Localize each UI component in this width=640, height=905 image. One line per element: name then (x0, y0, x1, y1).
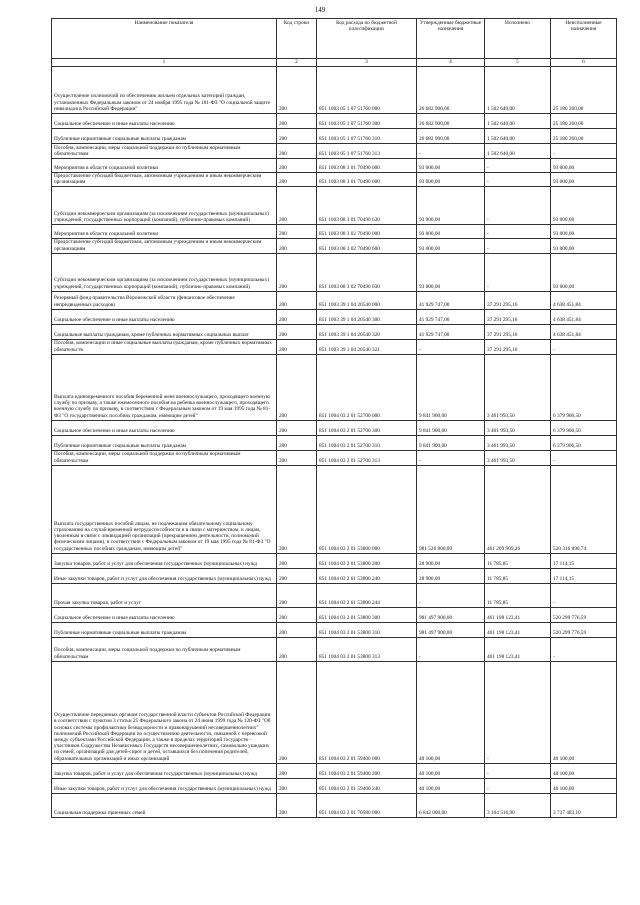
expense-code-cell: 851 1003 05 1 07 51760 310 (317, 129, 417, 144)
remaining-cell: 93 000,00 (551, 173, 617, 187)
column-number: 5 (485, 59, 551, 67)
executed-cell: 1 502 640,00 (485, 144, 551, 159)
header-remaining: Неисполненные назначения (551, 19, 617, 59)
executed-cell: 1 502 640,00 (485, 114, 551, 129)
executed-cell: 3 461 993,50 (485, 420, 551, 435)
approved-cell: 26 682 900,00 (417, 114, 485, 129)
table-row (52, 67, 617, 114)
table-row (52, 568, 617, 583)
expense-code-cell: 851 1004 03 2 01 52700 300 (317, 420, 417, 435)
line-code-cell: 200 (277, 420, 317, 435)
table-row (52, 354, 617, 420)
table-row (52, 239, 617, 253)
line-code-cell: 200 (277, 67, 317, 114)
header-row (52, 19, 617, 59)
executed-cell: - (485, 225, 551, 239)
expense-code-cell: 851 1004 03 2 01 59400 240 (317, 778, 417, 793)
expense-code-cell: 851 1004 03 2 01 53800 240 (317, 568, 417, 583)
header-indicator-name: Наименование показателя (52, 19, 277, 59)
table-row (52, 187, 617, 225)
remaining-cell: 93 000,00 (551, 159, 617, 173)
line-code-cell: 200 (277, 661, 317, 763)
table-row (52, 114, 617, 129)
executed-cell: 3 104 516,90 (485, 793, 551, 817)
approved-cell: 93 000,00 (417, 253, 485, 291)
remaining-cell: 4 638 451,84 (551, 309, 617, 324)
page-number: 149 (314, 6, 326, 14)
remaining-cell: 6 379 906,50 (551, 420, 617, 435)
remaining-cell: - (551, 583, 617, 607)
indicator-name-cell: Публичные нормативные социальные выплаты гражданам (52, 129, 277, 144)
remaining-cell: 6 379 906,50 (551, 435, 617, 450)
header-line-code: Код строки (277, 19, 317, 59)
expense-code-cell: 851 1003 39 1 04 20540 300 (317, 309, 417, 324)
executed-cell: 461 198 123,41 (485, 607, 551, 622)
indicator-name-cell: Предоставление субсидий бюджетным, автономным учреждениям и иным некоммерческим организациям (52, 239, 277, 253)
executed-cell: - (485, 253, 551, 291)
table-row (52, 339, 617, 354)
indicator-name-cell: Выплата государственных пособий лицам, не подлежащим обязательному социальному страхованию на случай временной нетрудоспособности и в связи с материнством, и лицам, уволенным в связи с ликвидацией организаций (прекращением деятельности, полномочий физическими лицами), в соответствии с Федеральным законом от 19 мая 1995 года № 81-ФЗ "О государственных пособиях гражданам, имеющим детей" (52, 465, 277, 553)
indicator-name-cell: Закупка товаров, работ и услуг для обеспечения государственных (муниципальных) нужд (52, 553, 277, 568)
remaining-cell: 25 180 260,00 (551, 114, 617, 129)
executed-cell: 11 785,85 (485, 553, 551, 568)
table-row (52, 253, 617, 291)
indicator-name-cell: Публичные нормативные социальные выплаты гражданам (52, 435, 277, 450)
expense-code-cell: 851 1003 08 3 01 70490 000 (317, 159, 417, 173)
expense-code-cell: 851 1003 08 3 02 70490 600 (317, 239, 417, 253)
approved-cell: 40 100,00 (417, 778, 485, 793)
executed-cell: 37 291 295,16 (485, 339, 551, 354)
remaining-cell: - (551, 339, 617, 354)
approved-cell: 26 682 900,00 (417, 129, 485, 144)
expense-code-cell: 851 1003 39 1 04 20540 321 (317, 339, 417, 354)
approved-cell: 93 000,00 (417, 187, 485, 225)
line-code-cell: 200 (277, 324, 317, 339)
header-executed: Исполнено (485, 19, 551, 59)
approved-cell: 41 929 747,00 (417, 309, 485, 324)
line-code-cell: 200 (277, 291, 317, 309)
executed-cell: - (485, 763, 551, 778)
expense-code-cell: 851 1003 08 3 02 70490 630 (317, 253, 417, 291)
executed-cell: 3 461 993,50 (485, 435, 551, 450)
approved-cell: 93 000,00 (417, 225, 485, 239)
indicator-name-cell: Пособия, компенсации, меры социальной поддержки по публичным нормативным обязательствам (52, 144, 277, 159)
indicator-name-cell: Пособия, компенсации и иные социальные выплаты гражданам, кроме публичных нормативных обязательств (52, 339, 277, 354)
approved-cell: 28 900,00 (417, 568, 485, 583)
remaining-cell: 93 000,00 (551, 239, 617, 253)
table-row (52, 661, 617, 763)
table-row (52, 159, 617, 173)
indicator-name-cell: Субсидии некоммерческим организациям (за исключением государственных (муниципальных) учреждений, государственных корпораций (компаний), публично-правовых компаний) (52, 187, 277, 225)
line-code-cell: 200 (277, 159, 317, 173)
expense-code-cell: 851 1003 05 1 07 51760 300 (317, 114, 417, 129)
line-code-cell: 200 (277, 253, 317, 291)
table-row (52, 225, 617, 239)
remaining-cell: 520 316 890,74 (551, 465, 617, 553)
indicator-name-cell: Социальные выплаты гражданам, кроме публичных нормативных социальных выплат (52, 324, 277, 339)
remaining-cell: 520 299 776,59 (551, 607, 617, 622)
table-row (52, 583, 617, 607)
approved-cell: 981 497 900,00 (417, 622, 485, 637)
remaining-cell: 17 114,15 (551, 553, 617, 568)
approved-cell: 93 000,00 (417, 239, 485, 253)
expense-code-cell: 851 1004 03 2 01 53800 000 (317, 465, 417, 553)
indicator-name-cell: Мероприятия в области социальной политики (52, 225, 277, 239)
indicator-name-cell: Субсидии некоммерческим организациям (за исключением государственных (муниципальных) учреждений, государственных корпораций (компаний), публично-правовых компаний) (52, 253, 277, 291)
expense-code-cell: 851 1003 08 3 01 70490 600 (317, 173, 417, 187)
column-numbers-row (52, 59, 617, 67)
approved-cell: 40 100,00 (417, 661, 485, 763)
remaining-cell: 93 000,00 (551, 225, 617, 239)
expense-code-cell: 851 1003 39 1 04 20540 320 (317, 324, 417, 339)
indicator-name-cell: Социальная поддержка приемных семей (52, 793, 277, 817)
table-row (52, 465, 617, 553)
expense-code-cell: 851 1004 03 2 01 52700 310 (317, 435, 417, 450)
table-row (52, 435, 617, 450)
executed-cell: - (485, 173, 551, 187)
indicator-name-cell: Пособия, компенсации, меры социальной поддержки по публичным нормативным обязательствам (52, 450, 277, 465)
indicator-name-cell: Социальное обеспечение и иные выплаты населению (52, 114, 277, 129)
executed-cell: 37 291 295,16 (485, 324, 551, 339)
indicator-name-cell: Социальное обеспечение и иные выплаты населению (52, 309, 277, 324)
table-row (52, 763, 617, 778)
line-code-cell: 200 (277, 607, 317, 622)
expense-code-cell: 851 1004 03 2 01 53800 300 (317, 607, 417, 622)
executed-cell: - (485, 661, 551, 763)
executed-cell: 1 502 640,00 (485, 129, 551, 144)
indicator-name-cell: Пособия, компенсации, меры социальной поддержки по публичным нормативным обязательствам (52, 637, 277, 661)
approved-cell: 93 000,00 (417, 173, 485, 187)
indicator-name-cell: Иные закупки товаров, работ и услуг для обеспечения государственных (муниципальных) нужд (52, 778, 277, 793)
expense-code-cell: 851 1003 05 1 07 51760 000 (317, 67, 417, 114)
remaining-cell: - (551, 450, 617, 465)
table-row (52, 324, 617, 339)
line-code-cell: 200 (277, 144, 317, 159)
approved-cell: - (417, 583, 485, 607)
approved-cell: - (417, 144, 485, 159)
executed-cell: 3 461 993,50 (485, 354, 551, 420)
remaining-cell: 3 737 483,10 (551, 793, 617, 817)
table-row (52, 637, 617, 661)
indicator-name-cell: Иные закупки товаров, работ и услуг для обеспечения государственных (муниципальных) нужд (52, 568, 277, 583)
column-number: 4 (417, 59, 485, 67)
indicator-name-cell: Осуществление переданных органам государственной власти субъектов Российской Федерации в соответствии с пунктом 3 статьи 25 Федерального закона от 24 июня 1999 года № 120-ФЗ "Об основах системы профилактики безнадзорности и правонарушений несовершеннолетних" полномочий Российской Федерации по осуществлению деятельности, связанной с перевозкой между субъектами Российской Федерации, а также в пределах территорий государств - участников Содружества Независимых Государств несовершеннолетних, самовольно ушедших из семей, организаций для детей-сирот и детей, оставшихся без попечения родителей, образовательных организаций и иных организаций (52, 661, 277, 763)
line-code-cell: 200 (277, 187, 317, 225)
approved-cell: 981 526 800,00 (417, 465, 485, 553)
line-code-cell: 200 (277, 553, 317, 568)
header-approved: Утвержденные бюджетные назначения (417, 19, 485, 59)
remaining-cell: 25 180 260,00 (551, 129, 617, 144)
executed-cell: 37 291 295,16 (485, 309, 551, 324)
table-row (52, 450, 617, 465)
line-code-cell: 200 (277, 339, 317, 354)
column-number: 3 (317, 59, 417, 67)
table-row (52, 173, 617, 187)
table-row (52, 309, 617, 324)
remaining-cell: 17 114,15 (551, 568, 617, 583)
executed-cell: - (485, 159, 551, 173)
line-code-cell: 200 (277, 568, 317, 583)
line-code-cell: 200 (277, 583, 317, 607)
expense-code-cell: 851 1004 03 2 01 53800 310 (317, 622, 417, 637)
table-body (52, 67, 617, 818)
column-number: 6 (551, 59, 617, 67)
approved-cell: 9 841 900,00 (417, 435, 485, 450)
line-code-cell: 200 (277, 114, 317, 129)
line-code-cell: 200 (277, 763, 317, 778)
line-code-cell: 200 (277, 637, 317, 661)
approved-cell: 40 100,00 (417, 763, 485, 778)
line-code-cell: 200 (277, 435, 317, 450)
table-row (52, 553, 617, 568)
remaining-cell: 4 638 451,84 (551, 291, 617, 309)
table-row (52, 607, 617, 622)
line-code-cell: 200 (277, 129, 317, 144)
expense-code-cell: 851 1003 08 3 01 70490 630 (317, 187, 417, 225)
indicator-name-cell: Закупка товаров, работ и услуг для обеспечения государственных (муниципальных) нужд (52, 763, 277, 778)
executed-cell: 461 198 123,41 (485, 622, 551, 637)
table-row (52, 778, 617, 793)
approved-cell: - (417, 637, 485, 661)
table-row (52, 622, 617, 637)
indicator-name-cell: Осуществление полномочий по обеспечению жильем отдельных категорий граждан, установленных Федеральным законом от 24 ноября 1995 года № 181-ФЗ "О социальной защите инвалидов в Российской Федерации" (52, 67, 277, 114)
expense-code-cell: 851 1004 03 2 01 70580 000 (317, 793, 417, 817)
table-row (52, 129, 617, 144)
indicator-name-cell: Мероприятия в области социальной политики (52, 159, 277, 173)
remaining-cell: 520 299 776,59 (551, 622, 617, 637)
executed-cell: 461 198 123,41 (485, 637, 551, 661)
remaining-cell: 4 638 451,84 (551, 324, 617, 339)
line-code-cell: 200 (277, 225, 317, 239)
approved-cell: 28 900,00 (417, 553, 485, 568)
remaining-cell: 25 180 260,00 (551, 67, 617, 114)
expense-code-cell: 851 1003 05 1 07 51760 313 (317, 144, 417, 159)
line-code-cell: 200 (277, 173, 317, 187)
budget-execution-table (51, 18, 617, 818)
column-number: 2 (277, 59, 317, 67)
executed-cell: 1 502 640,00 (485, 67, 551, 114)
executed-cell: - (485, 187, 551, 225)
executed-cell: 3 461 993,50 (485, 450, 551, 465)
executed-cell: - (485, 778, 551, 793)
column-number: 1 (52, 59, 277, 67)
executed-cell: 37 291 295,16 (485, 291, 551, 309)
indicator-name-cell: Предоставление субсидий бюджетным, автономным учреждениям и иным некоммерческим организациям (52, 173, 277, 187)
line-code-cell: 200 (277, 239, 317, 253)
indicator-name-cell: Социальное обеспечение и иные выплаты населению (52, 607, 277, 622)
approved-cell: - (417, 450, 485, 465)
remaining-cell: - (551, 637, 617, 661)
executed-cell: - (485, 239, 551, 253)
approved-cell: - (417, 339, 485, 354)
approved-cell: 981 497 900,00 (417, 607, 485, 622)
remaining-cell: 40 100,00 (551, 661, 617, 763)
line-code-cell: 200 (277, 465, 317, 553)
expense-code-cell: 851 1004 03 2 01 59400 000 (317, 661, 417, 763)
table-row (52, 291, 617, 309)
table-row (52, 144, 617, 159)
line-code-cell: 200 (277, 622, 317, 637)
line-code-cell: 200 (277, 450, 317, 465)
line-code-cell: 200 (277, 354, 317, 420)
expense-code-cell: 851 1004 03 2 01 53800 200 (317, 553, 417, 568)
header-expense-code: Код расхода по бюджетной классификации (317, 19, 417, 59)
remaining-cell: 40 100,00 (551, 763, 617, 778)
table-row (52, 420, 617, 435)
table-row (52, 793, 617, 817)
expense-code-cell: 851 1004 03 2 01 53800 313 (317, 637, 417, 661)
executed-cell: 11 785,85 (485, 568, 551, 583)
line-code-cell: 200 (277, 778, 317, 793)
line-code-cell: 200 (277, 309, 317, 324)
indicator-name-cell: Социальное обеспечение и иные выплаты населению (52, 420, 277, 435)
expense-code-cell: 851 1003 08 3 02 70490 000 (317, 225, 417, 239)
approved-cell: 9 841 900,00 (417, 354, 485, 420)
remaining-cell: - (551, 144, 617, 159)
approved-cell: 41 929 747,00 (417, 324, 485, 339)
expense-code-cell: 851 1004 03 2 01 52700 000 (317, 354, 417, 420)
executed-cell: 461 209 909,26 (485, 465, 551, 553)
approved-cell: 41 929 747,00 (417, 291, 485, 309)
indicator-name-cell: Резервный фонд правительства Воронежской области (финансовое обеспечение непредвиденных расходов) (52, 291, 277, 309)
approved-cell: 93 000,00 (417, 159, 485, 173)
executed-cell: 11 785,85 (485, 583, 551, 607)
expense-code-cell: 851 1004 03 2 01 52700 313 (317, 450, 417, 465)
expense-code-cell: 851 1004 03 2 01 59400 200 (317, 763, 417, 778)
approved-cell: 26 682 900,00 (417, 67, 485, 114)
indicator-name-cell: Публичные нормативные социальные выплаты гражданам (52, 622, 277, 637)
line-code-cell: 200 (277, 793, 317, 817)
remaining-cell: 93 000,00 (551, 187, 617, 225)
expense-code-cell: 851 1003 39 1 04 20540 000 (317, 291, 417, 309)
remaining-cell: 40 100,00 (551, 778, 617, 793)
remaining-cell: 6 379 906,50 (551, 354, 617, 420)
indicator-name-cell: Выплата единовременного пособия беременной жене военнослужащего, проходящего военную службу по призыву, а также ежемесячного пособия на ребенка военнослужащего, проходящего военную службу по призыву, в соответствии с Федеральным законом от 19 мая 1995 года № 81-ФЗ "О государственных пособиях гражданам, имеющим детей" (52, 354, 277, 420)
remaining-cell: 93 000,00 (551, 253, 617, 291)
expense-code-cell: 851 1004 03 2 01 53800 244 (317, 583, 417, 607)
indicator-name-cell: Прочая закупка товаров, работ и услуг (52, 583, 277, 607)
approved-cell: 9 841 900,00 (417, 420, 485, 435)
approved-cell: 6 842 000,00 (417, 793, 485, 817)
